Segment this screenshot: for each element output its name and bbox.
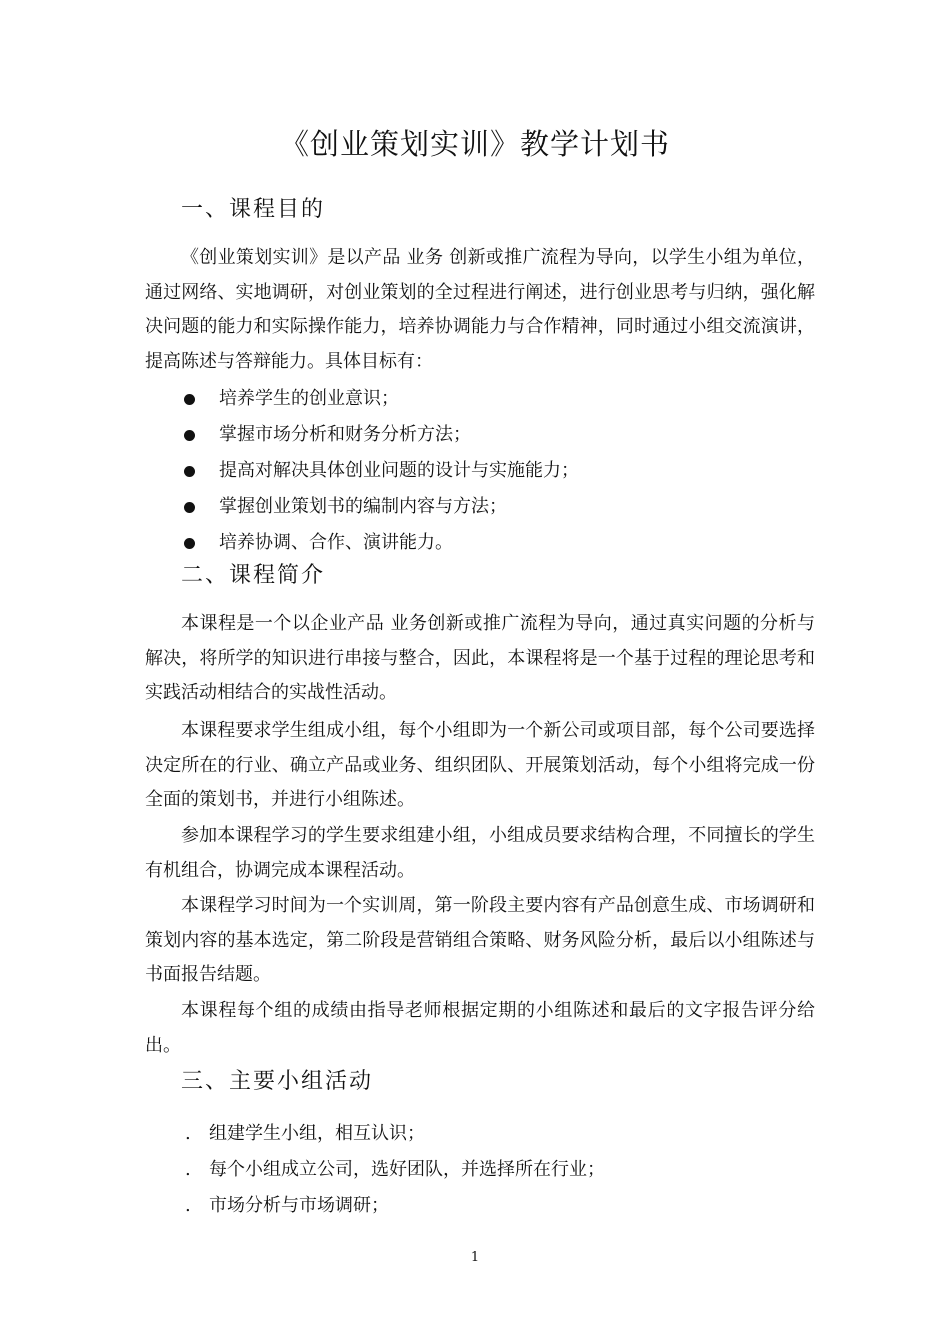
intro-paragraph: 本课程学习时间为一个实训周，第一阶段主要内容有产品创意生成、市场调研和策划内容的基本选定，第二阶段是营销组合策略、财务风险分析，最后以小组陈述与书面报告结题。: [145, 895, 815, 985]
bullet-icon: [184, 538, 195, 549]
bullet-icon: [184, 394, 195, 405]
section-heading-activities: 三、主要小组活动: [181, 1069, 374, 1094]
intro-paragraph: 本课程是一个以企业产品 业务创新或推广流程为导向，通过真实问题的分析与解决，将所学的知识进行串接与整合，因此，本课程将是一个基于过程的理论思考和实践活动相结合的实战性活动。: [145, 613, 815, 703]
section-heading-introduction: 二、课程简介: [181, 563, 326, 588]
bullet-icon: [184, 502, 195, 513]
page-number: 1: [470, 1250, 480, 1265]
activity-list: [185, 1116, 605, 1224]
list-marker: .: [185, 1123, 191, 1144]
list-item: . 每个小组成立公司，选好团队，并选择所在行业；: [185, 1152, 605, 1188]
list-item: 提高对解决具体创业问题的设计与实施能力；: [181, 453, 579, 489]
goal-list: [181, 381, 579, 561]
list-item: 掌握市场分析和财务分析方法；: [181, 417, 579, 453]
list-item: . 市场分析与市场调研；: [185, 1188, 605, 1224]
bullet-icon: [184, 466, 195, 477]
section-heading-purpose: 一、课程目的: [181, 197, 326, 222]
list-item: 培养协调、合作、演讲能力。: [181, 525, 579, 561]
list-item: . 组建学生小组，相互认识；: [185, 1116, 605, 1152]
list-item: 培养学生的创业意识；: [181, 381, 579, 417]
purpose-paragraph: 《创业策划实训》是以产品 业务 创新或推广流程为导向，以学生小组为单位，通过网络、实地调研，对创业策划的全过程进行阐述，进行创业思考与归纳，强化解决问题的能力和实际操作能力，培养协调能力与合作精神，同时通过小组交流演讲，提高陈述与答辩能力。具体目标有：: [145, 247, 815, 372]
intro-paragraph: 本课程要求学生组成小组，每个小组即为一个新公司或项目部，每个公司要选择决定所在的行业、确立产品或业务、组织团队、开展策划活动，每个小组将完成一份全面的策划书，并进行小组陈述。: [145, 720, 815, 810]
list-marker: .: [185, 1195, 191, 1216]
list-marker: .: [185, 1159, 191, 1180]
intro-paragraph: 参加本课程学习的学生要求组建小组，小组成员要求结构合理，不同擅长的学生有机组合，协调完成本课程活动。: [145, 825, 815, 881]
bullet-icon: [184, 430, 195, 441]
intro-paragraph: 本课程每个组的成绩由指导老师根据定期的小组陈述和最后的文字报告评分给出。: [145, 1000, 815, 1056]
page-title: 《创业策划实训》教学计划书: [279, 127, 670, 161]
list-item: 掌握创业策划书的编制内容与方法；: [181, 489, 579, 525]
